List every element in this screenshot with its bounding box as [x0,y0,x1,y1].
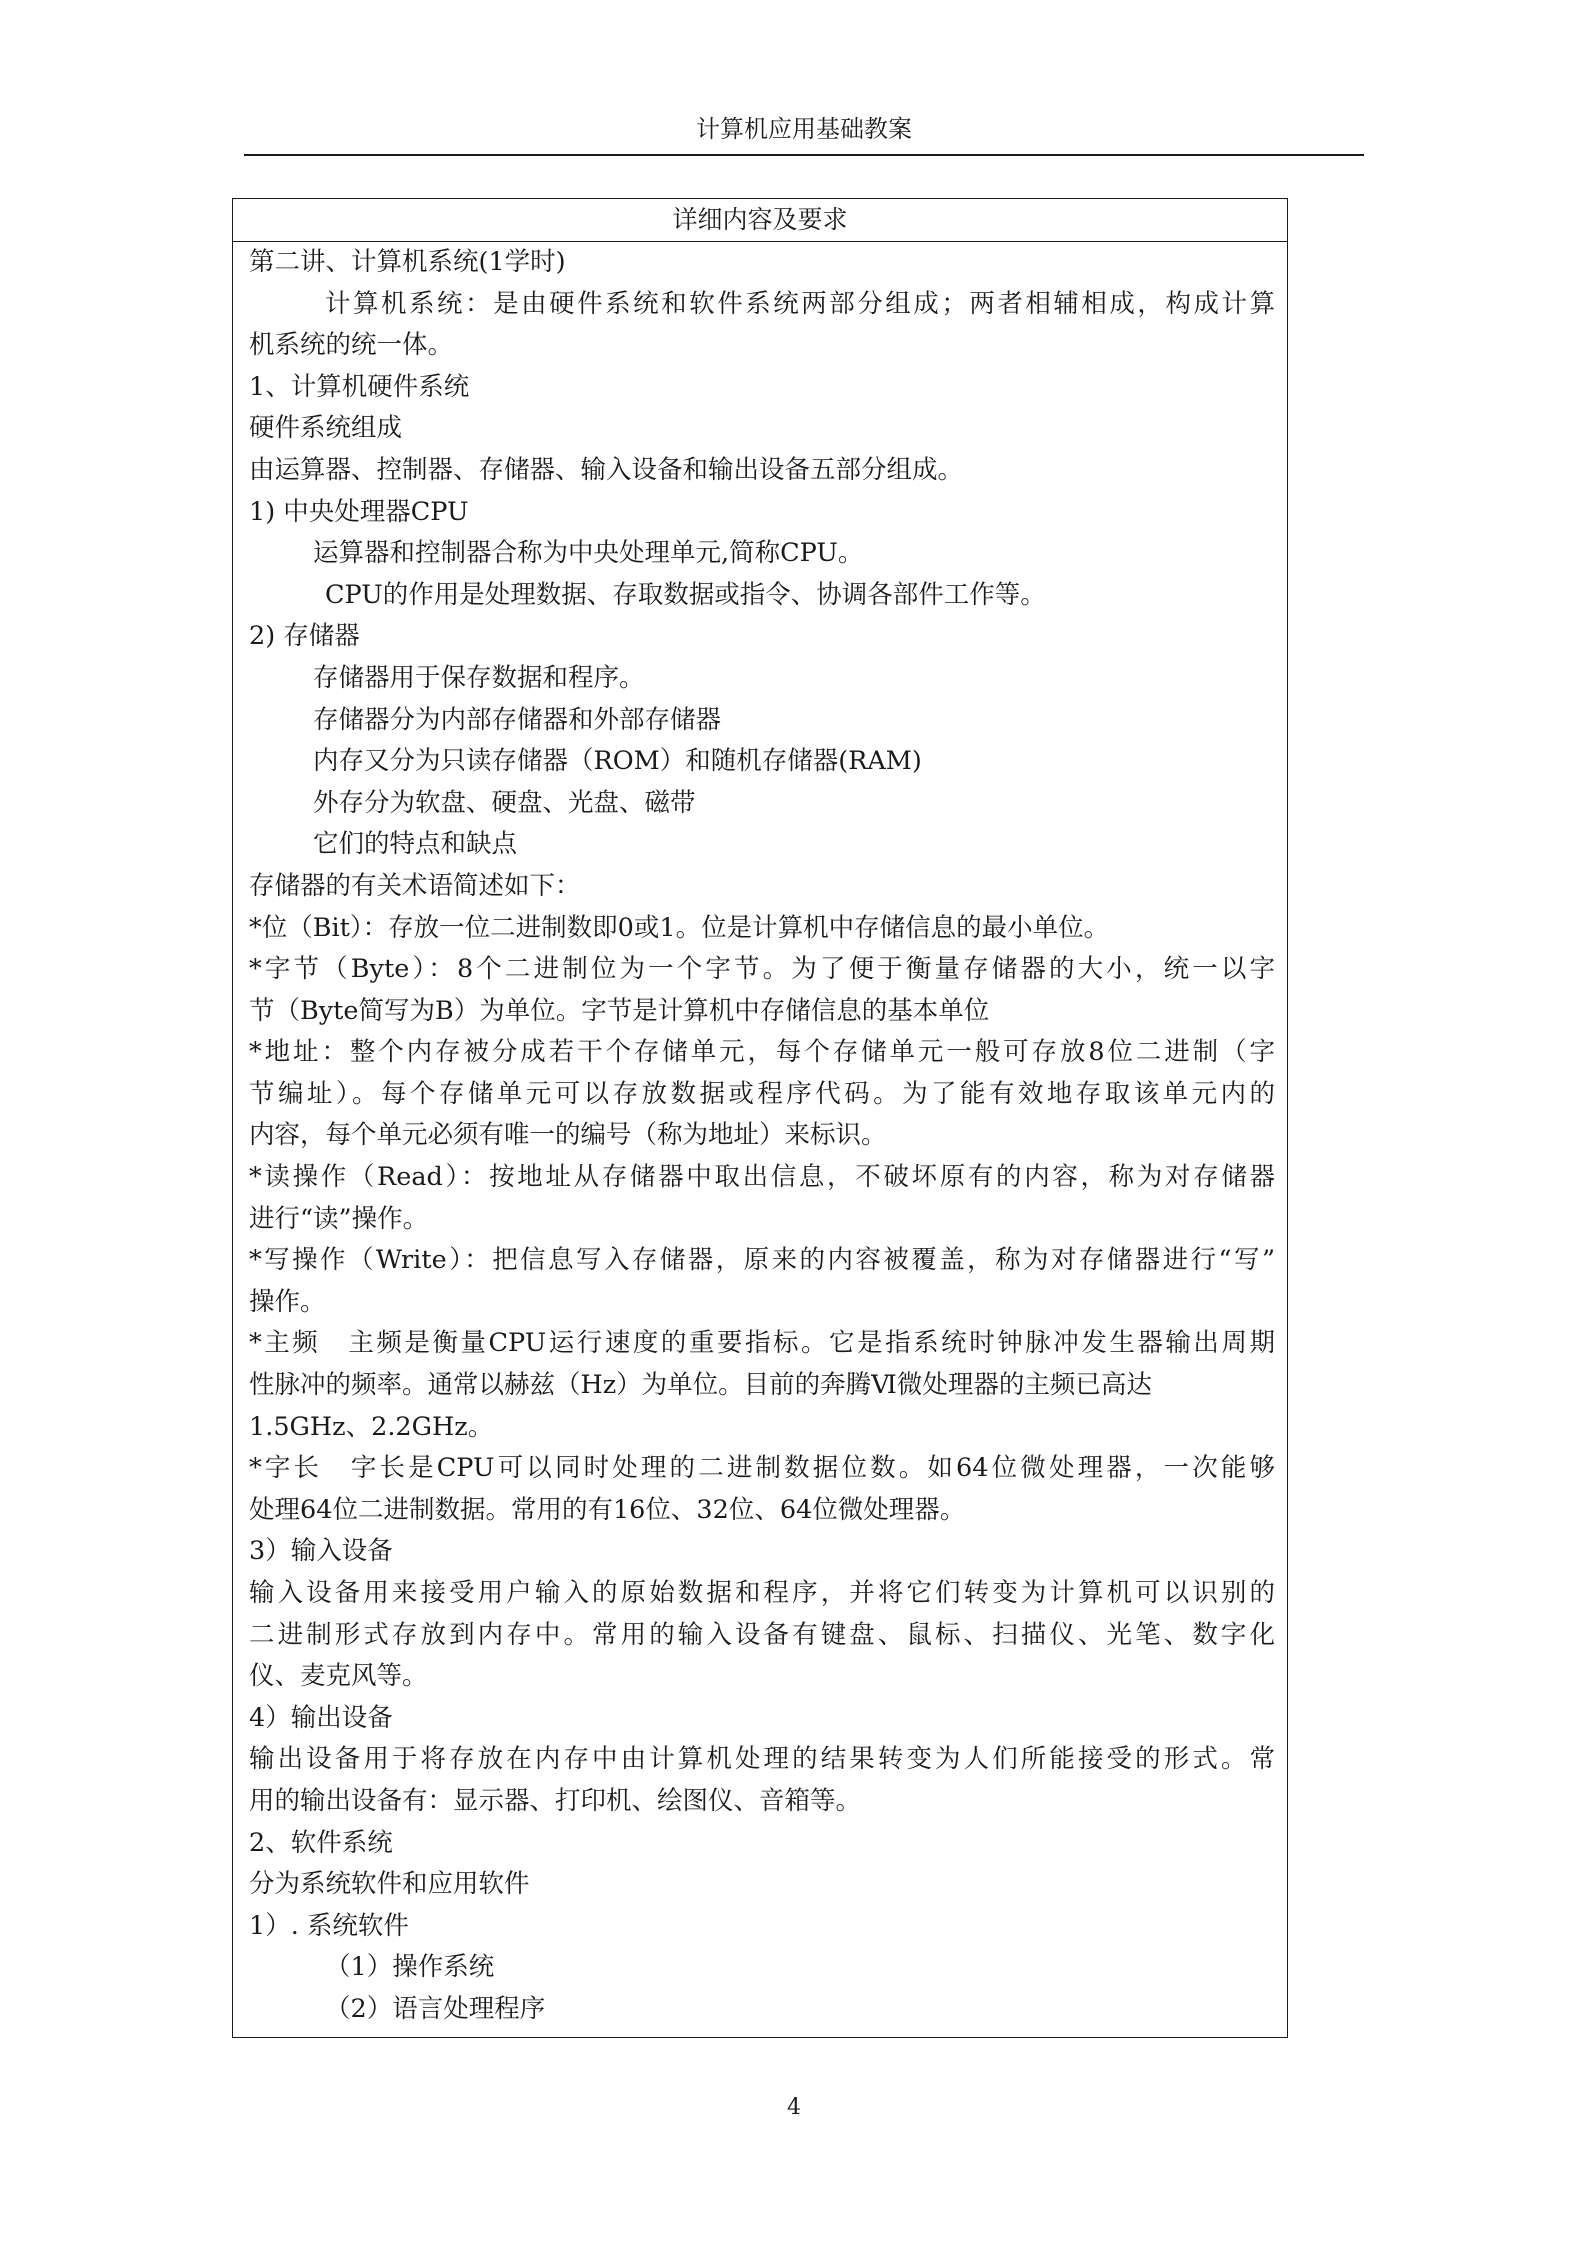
text-line: 处理64位二进制数据。常用的有16位、32位、64位微处理器。 [249,1494,966,1525]
text-line: 节（Byte简写为B）为单位。字节是计算机中存储信息的基本单位 [249,995,990,1026]
text-line: 二进制形式存放到内存中。常用的输入设备有键盘、鼠标、扫描仪、光笔、数字化 [249,1619,1275,1650]
page-number: 4 [787,2095,801,2120]
term-line: *字长 字长是CPU可以同时处理的二进制数据位数。如64位微处理器，一次能够 [249,1453,1275,1484]
text-line: 存储器的有关术语简述如下： [249,870,581,901]
term-line: *位（Bit）：存放一位二进制数即0或1。位是计算机中存储信息的最小单位。 [249,912,1110,943]
text-line: CPU的作用是处理数据、存取数据或指令、协调各部件工作等。 [325,579,1046,610]
term-line: *字节（Byte）：8个二进制位为一个字节。为了便于衡量存储器的大小，统一以字 [249,954,1275,985]
text-line: 内存又分为只读存储器（ROM）和随机存储器(RAM) [313,746,922,777]
text-line: 运算器和控制器合称为中央处理单元,简称CPU。 [313,538,864,569]
text-line: 1.5GHz、2.2GHz。 [249,1411,494,1442]
text-line: 进行“读”操作。 [249,1203,429,1234]
text-line: 输入设备用来接受用户输入的原始数据和程序，并将它们转变为计算机可以识别的 [249,1578,1275,1608]
text-line: 操作。 [249,1286,326,1317]
section-heading: 1、计算机硬件系统 [249,371,470,402]
text-line: 用的输出设备有：显示器、打印机、绘图仪、音箱等。 [249,1785,862,1816]
text-line: 分为系统软件和应用软件 [249,1869,530,1900]
text-line: 机系统的统一体。 [249,330,454,361]
subsection-heading: 3）输入设备 [249,1536,393,1567]
content-table [232,198,1288,2038]
page-header-title: 计算机应用基础教案 [696,115,912,143]
term-line: *读操作（Read）：按地址从存储器中取出信息，不破坏原有的内容，称为对存储器 [249,1162,1275,1193]
list-item: （1）操作系统 [325,1952,495,1983]
text-line: 存储器用于保存数据和程序。 [313,662,645,693]
text-line: 硬件系统组成 [249,413,403,444]
table-header: 详细内容及要求 [233,199,1287,242]
subsection-heading: 4）输出设备 [249,1702,393,1733]
table-body [233,242,1287,2031]
subsection-heading: 1）. 系统软件 [249,1910,409,1941]
text-line: 输出设备用于将存放在内存中由计算机处理的结果转变为人们所能接受的形式。常 [249,1744,1275,1775]
term-line: *写操作（Write）：把信息写入存储器，原来的内容被覆盖，称为对存储器进行“写” [249,1245,1275,1276]
term-line: *主频 主频是衡量CPU运行速度的重要指标。它是指系统时钟脉冲发生器输出周期 [249,1328,1275,1359]
text-line: 存储器分为内部存储器和外部存储器 [313,704,722,735]
text-line: 它们的特点和缺点 [313,829,518,860]
text-line: 仪、麦克风等。 [249,1661,428,1692]
text-line: 计算机系统：是由硬件系统和软件系统两部分组成；两者相辅相成，构成计算 [325,288,1275,319]
text-line: 由运算器、控制器、存储器、输入设备和输出设备五部分组成。 [249,454,964,485]
text-line: 节编址）。每个存储单元可以存放数据或程序代码。为了能有效地存取该单元内的 [249,1078,1275,1109]
header-divider [244,154,1364,156]
lecture-title: 第二讲、计算机系统(1学时) [249,247,566,277]
term-line: *地址：整个内存被分成若干个存储单元，每个存储单元一般可存放8位二进制（字 [249,1037,1275,1068]
subsection-heading: 1) 中央处理器CPU [249,496,469,527]
list-item: （2）语言处理程序 [325,1993,546,2024]
text-line: 性脉冲的频率。通常以赫兹（Hz）为单位。目前的奔腾Ⅵ微处理器的主频已高达 [249,1370,1152,1401]
text-line: 内容，每个单元必须有唯一的编号（称为地址）来标识。 [249,1120,887,1151]
subsection-heading: 2) 存储器 [249,621,360,652]
section-heading: 2、软件系统 [249,1827,393,1858]
text-line: 外存分为软盘、硬盘、光盘、磁带 [313,787,696,818]
